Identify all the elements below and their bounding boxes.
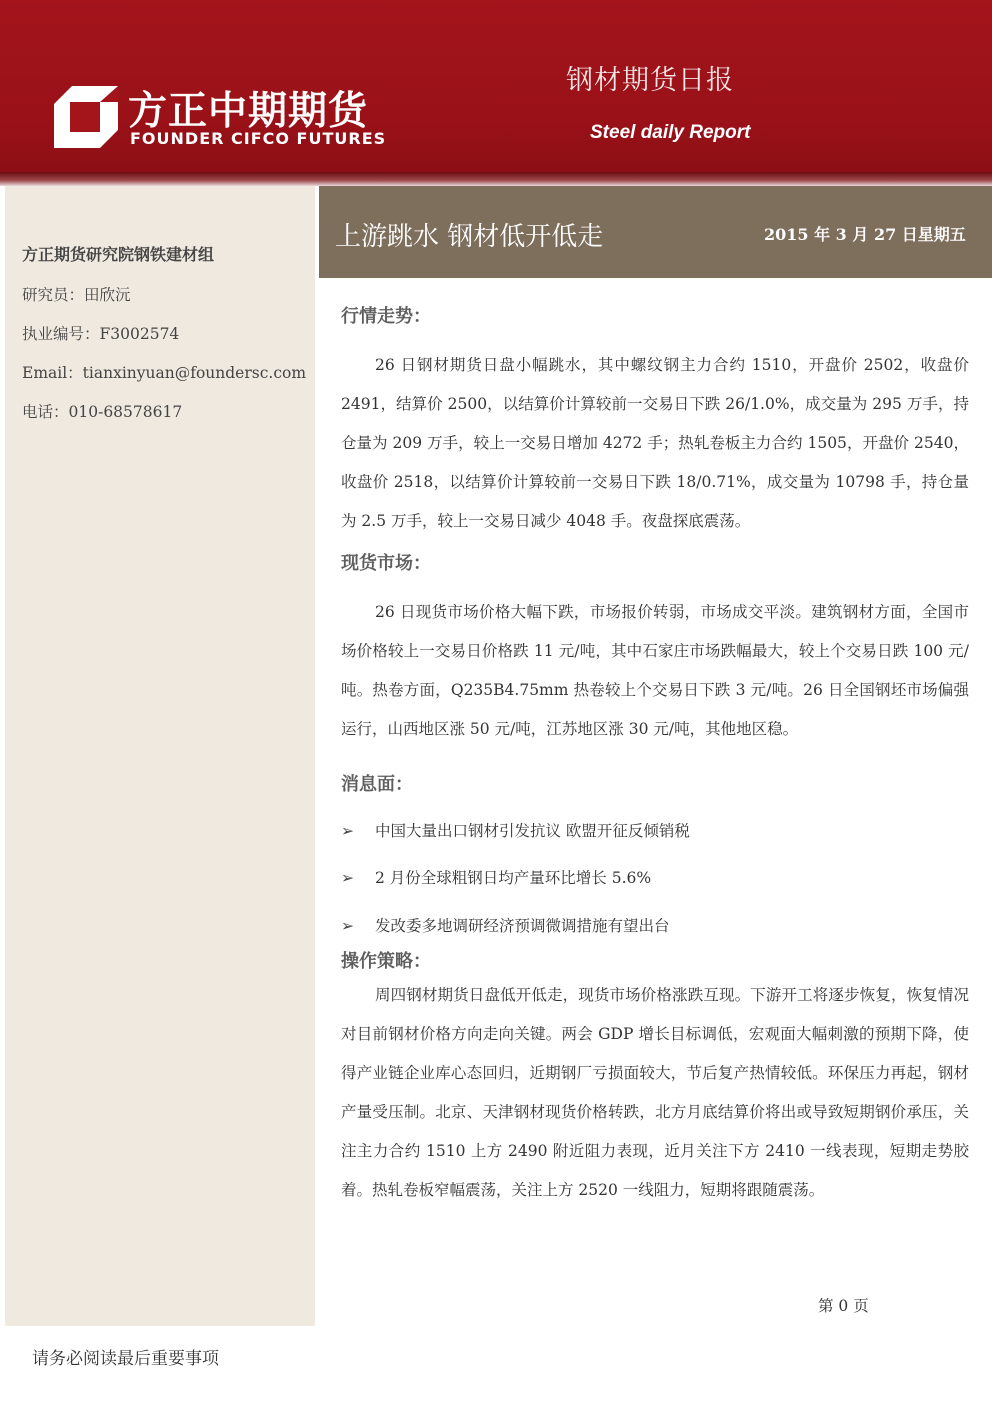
news-item-text: 2 月份全球粗钢日均产量环比增长 5.6% bbox=[375, 869, 652, 887]
spot-paragraph: 26 日现货市场价格大幅下跌，市场报价转弱，市场成交平淡。建筑钢材方面，全国市场价格较上一交易日价格跌 11 元/吨，其中石家庄市场跌幅最大，较上个交易日跌 100 元/吨。热卷方面，Q235B4.75mm 热卷较上个交易日下跌 3 元/吨。26 日全国钢坯市场偏强运行，山西地区涨 50 元/吨，江苏地区涨 30 元/吨，其他地区稳。 bbox=[341, 603, 969, 738]
researcher-name: 研究员：田欣沅 bbox=[22, 286, 131, 304]
news-item-text: 中国大量出口钢材引发抗议 欧盟开征反倾销税 bbox=[375, 822, 690, 840]
brand-name-en: FOUNDER CIFCO FUTURES bbox=[130, 129, 387, 148]
author-sidebar bbox=[5, 186, 315, 1326]
license-number: 执业编号：F3002574 bbox=[22, 325, 180, 343]
founder-logo-icon bbox=[54, 86, 118, 148]
email-address: Email：tianxinyuan@foundersc.com bbox=[22, 364, 307, 382]
headline-bar bbox=[319, 186, 992, 278]
strategy-heading: 操作策略： bbox=[341, 951, 431, 972]
arrow-bullet-icon: ➢ bbox=[341, 917, 354, 935]
research-group: 方正期货研究院钢铁建材组 bbox=[22, 245, 215, 264]
report-header bbox=[0, 0, 992, 172]
news-item-text: 发改委多地调研经济预调微调措施有望出台 bbox=[375, 917, 670, 935]
headline: 上游跳水 钢材低开低走 bbox=[335, 222, 604, 252]
page-number: 第 0 页 bbox=[818, 1297, 869, 1315]
market-paragraph: 26 日钢材期货日盘小幅跳水，其中螺纹钢主力合约 1510，开盘价 2502，收盘价 2491，结算价 2500，以结算价计算较前一交易日下跌 26/1.0%，成交量为 295 万手，持仓量为 209 万手，较上一交易日增加 4272 手；热轧卷板主力合约 1505，开盘价 2540，收盘价 2518，以结算价计算较前一交易日下跌 18/0.71%，成交量为 10798 手，持仓量为 2.5 万手，较上一交易日减少 4048 手。夜盘探底震荡。 bbox=[341, 356, 969, 530]
arrow-bullet-icon: ➢ bbox=[341, 822, 354, 840]
arrow-bullet-icon: ➢ bbox=[341, 869, 354, 887]
brand-name-cn: 方正中期期货 bbox=[128, 89, 369, 134]
news-item bbox=[341, 819, 690, 841]
news-item bbox=[341, 914, 670, 936]
market-heading: 行情走势： bbox=[341, 306, 431, 327]
report-title-cn: 钢材期货日报 bbox=[566, 65, 734, 96]
strategy-paragraph: 周四钢材期货日盘低开低走，现货市场价格涨跌互现。下游开工将逐步恢复，恢复情况对目前钢材价格方向走向关键。两会 GDP 增长目标调低，宏观面大幅刺激的预期下降，使得产业链企业库心态回归，近期钢厂亏损面较大，节后复产热情较低。环保压力再起，钢材产量受压制。北京、天津钢材现货价格转跌，北方月底结算价将出或导致短期钢价承压，关注主力合约 1510 上方 2490 附近阻力表现，近月关注下方 2410 一线表现，短期走势胶着。热轧卷板窄幅震荡，关注上方 2520 一线阻力，短期将跟随震荡。 bbox=[341, 986, 969, 1199]
report-date: 2015 年 3 月 27 日星期五 bbox=[764, 225, 966, 244]
news-heading: 消息面： bbox=[341, 774, 413, 795]
header-divider bbox=[0, 172, 992, 186]
disclaimer-note: 请务必阅读最后重要事项 bbox=[32, 1349, 219, 1369]
phone-number: 电话：010-68578617 bbox=[22, 403, 183, 421]
spot-heading: 现货市场： bbox=[341, 553, 431, 574]
report-title-en: Steel daily Report bbox=[590, 122, 751, 143]
news-item bbox=[341, 866, 651, 888]
